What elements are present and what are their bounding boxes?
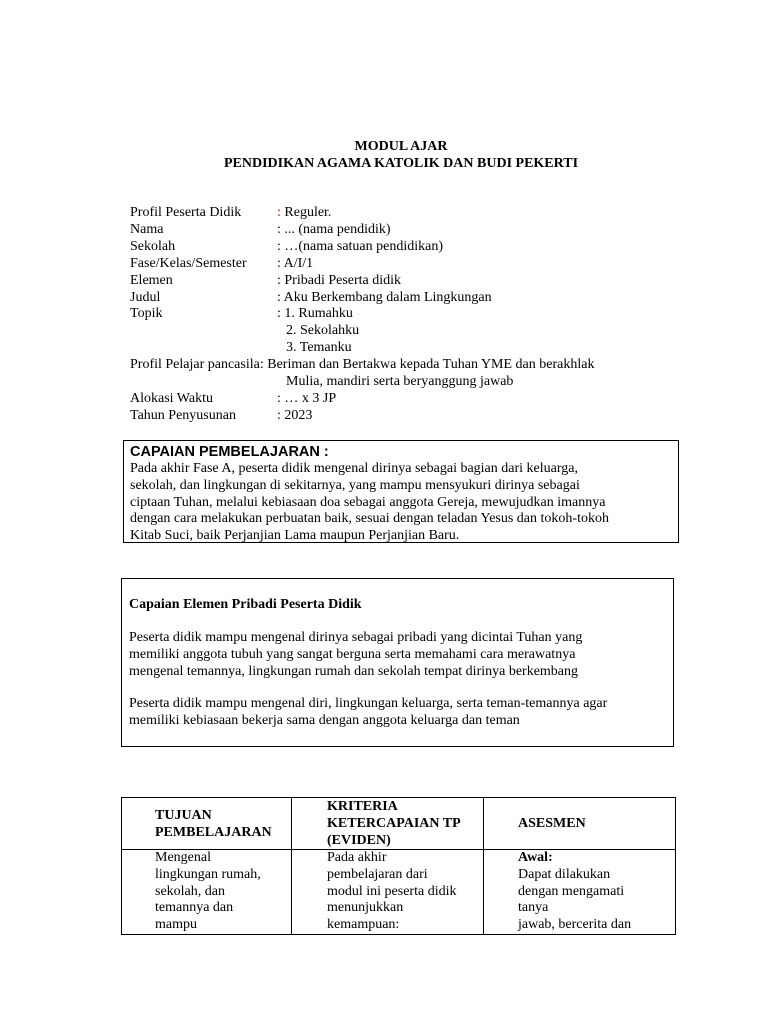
elemen-line: memiliki anggota tubuh yang sangat berguna serta memahami cara merawatnya <box>129 646 576 662</box>
capaian-line: Pada akhir Fase A, peserta didik mengenal dirinya sebagai bagian dari keluarga, <box>130 461 578 476</box>
cell-line: menunjukkan <box>327 900 404 916</box>
profile-label: Elemen <box>130 272 173 288</box>
profile-value-text: : Beriman dan Bertakwa kepada Tuhan YME dan berakhlak <box>259 357 595 373</box>
capaian-pembelajaran-box <box>123 440 679 543</box>
profile-value <box>277 239 443 256</box>
table-row <box>122 850 676 935</box>
profile-label: Nama <box>130 221 164 237</box>
profile-label: Fase/Kelas/Semester <box>130 255 247 271</box>
profile-value-text: Aku Berkembang dalam Lingkungan <box>280 289 492 305</box>
doc-title-line2: PENDIDIKAN AGAMA KATOLIK DAN BUDI PEKERTI <box>223 156 579 171</box>
profile-value-text: Reguler. <box>280 205 332 220</box>
profile-row-nama <box>130 222 594 239</box>
header-text: KRITERIA <box>327 799 398 814</box>
cell-line: modul ini peserta didik <box>327 883 457 899</box>
header-text: (EVIDEN) <box>327 833 391 848</box>
capaian-heading: CAPAIAN PEMBELAJARAN : <box>130 444 329 460</box>
profile-row-topik <box>130 306 594 323</box>
cell-line: lingkungan rumah, <box>155 866 261 882</box>
profile-value-text: 2023 <box>280 407 313 423</box>
profile-label: Alokasi Waktu <box>130 390 213 406</box>
cell-line: mampu <box>155 917 197 933</box>
profile-row-pancasila <box>130 357 594 374</box>
profile-value <box>277 205 331 222</box>
header-text: PEMBELAJARAN <box>155 824 272 840</box>
profile-value <box>277 306 353 323</box>
profile-row-tahun <box>130 408 594 425</box>
profile-label: Judul <box>130 289 161 305</box>
profile-label: Topik <box>130 306 163 322</box>
capaian-line: dengan cara melakukan perbuatan baik, sesuai dengan teladan Yesus dan tokoh-tokoh <box>130 511 609 527</box>
cell-tujuan <box>122 850 292 935</box>
profile-label: Tahun Penyusunan <box>130 407 236 423</box>
profile-value <box>277 256 313 273</box>
profile-value-text: …(nama satuan pendidikan) <box>280 238 444 254</box>
capaian-line: ciptaan Tuhan, melalui kebiasaan doa sebagai anggota Gereja, mewujudkan imannya <box>130 494 606 510</box>
header-text: ASESMEN <box>518 816 586 831</box>
tujuan-pembelajaran-table <box>121 797 676 935</box>
cell-kriteria <box>292 850 484 935</box>
cell-line: pembelajaran dari <box>327 866 428 882</box>
elemen-line: memiliki kebiasaan bekerja sama dengan anggota keluarga dan teman <box>129 713 520 729</box>
profile-row-judul <box>130 290 594 307</box>
cell-line: Mengenal <box>155 850 211 865</box>
profile-value <box>277 408 312 425</box>
profile-value <box>277 273 401 290</box>
cell-asesmen <box>484 850 676 935</box>
cell-line: temannya dan <box>155 900 234 916</box>
profile-row-alokasi <box>130 391 594 408</box>
profile-value-text: A/I/1 <box>280 255 314 271</box>
doc-title-line1: MODUL AJAR <box>354 139 448 154</box>
profile-label: Profil Pelajar pancasila <box>130 357 260 373</box>
elemen-paragraph-1 <box>129 630 666 680</box>
profile-row-elemen <box>130 273 594 290</box>
profile-value <box>277 391 336 408</box>
cell-line: tanya <box>518 900 549 916</box>
profile-label: Profil Peserta Didik <box>130 205 242 220</box>
cell-line: Pada akhir <box>327 850 387 865</box>
topik-item: 3. Temanku <box>286 340 352 356</box>
header-kriteria <box>292 798 484 850</box>
profile-row-fase <box>130 256 594 273</box>
elemen-line: mengenal temannya, lingkungan rumah dan sekolah tempat dirinya berkembang <box>129 663 579 679</box>
profile-row-sekolah <box>130 239 594 256</box>
profile-colon: : <box>277 205 281 220</box>
pancasila-continuation: Mulia, mandiri serta beryanggung jawab <box>286 374 514 390</box>
topik-item: 2. Sekolahku <box>286 323 360 339</box>
cell-line: dengan mengamati <box>518 883 625 899</box>
profile-colon: : <box>277 255 281 271</box>
profile-value-text: ... (nama pendidik) <box>280 221 391 237</box>
cell-line: jawab, bercerita dan <box>518 917 632 933</box>
cell-line-bold: Awal: <box>518 850 553 865</box>
header-tujuan <box>122 798 292 850</box>
table-header-row <box>122 798 676 850</box>
profile-colon: : <box>277 221 281 237</box>
capaian-line: sekolah, dan lingkungan di sekitarnya, yang mampu mensyukuri dirinya sebagai <box>130 477 580 493</box>
profile-colon: : <box>277 306 281 322</box>
capaian-line: Kitab Suci, baik Perjanjian Lama maupun Perjanjian Baru. <box>130 528 460 544</box>
profile-colon: : <box>277 390 281 406</box>
header-asesmen <box>484 798 676 850</box>
profile-colon: : <box>277 407 281 423</box>
profile-value <box>277 222 391 239</box>
profile-colon: : <box>277 272 281 288</box>
profile-colon: : <box>277 238 281 254</box>
cell-line: sekolah, dan <box>155 883 225 899</box>
elemen-line: Peserta didik mampu mengenal diri, lingkungan keluarga, serta teman-temannya agar <box>129 696 608 712</box>
profile-colon: : <box>277 289 281 305</box>
profile-value-text: Pribadi Peserta didik <box>280 272 402 288</box>
cell-line: kemampuan: <box>327 917 400 933</box>
profile-value <box>277 290 492 307</box>
profile-label: Sekolah <box>130 238 176 254</box>
capaian-elemen-box <box>121 578 674 747</box>
elemen-line: Peserta didik mampu mengenal dirinya sebagai pribadi yang dicintai Tuhan yang <box>129 630 583 645</box>
profile-section <box>130 205 594 425</box>
profile-row-profil <box>130 205 594 222</box>
elemen-paragraph-2 <box>129 696 666 730</box>
cell-line: Dapat dilakukan <box>518 866 611 882</box>
header-text: TUJUAN <box>155 807 212 823</box>
header-text: KETERCAPAIAN TP <box>327 816 461 831</box>
profile-value-text: 1. Rumahku <box>280 306 353 322</box>
elemen-heading: Capaian Elemen Pribadi Peserta Didik <box>129 597 362 612</box>
profile-value-text: … x 3 JP <box>280 390 337 406</box>
